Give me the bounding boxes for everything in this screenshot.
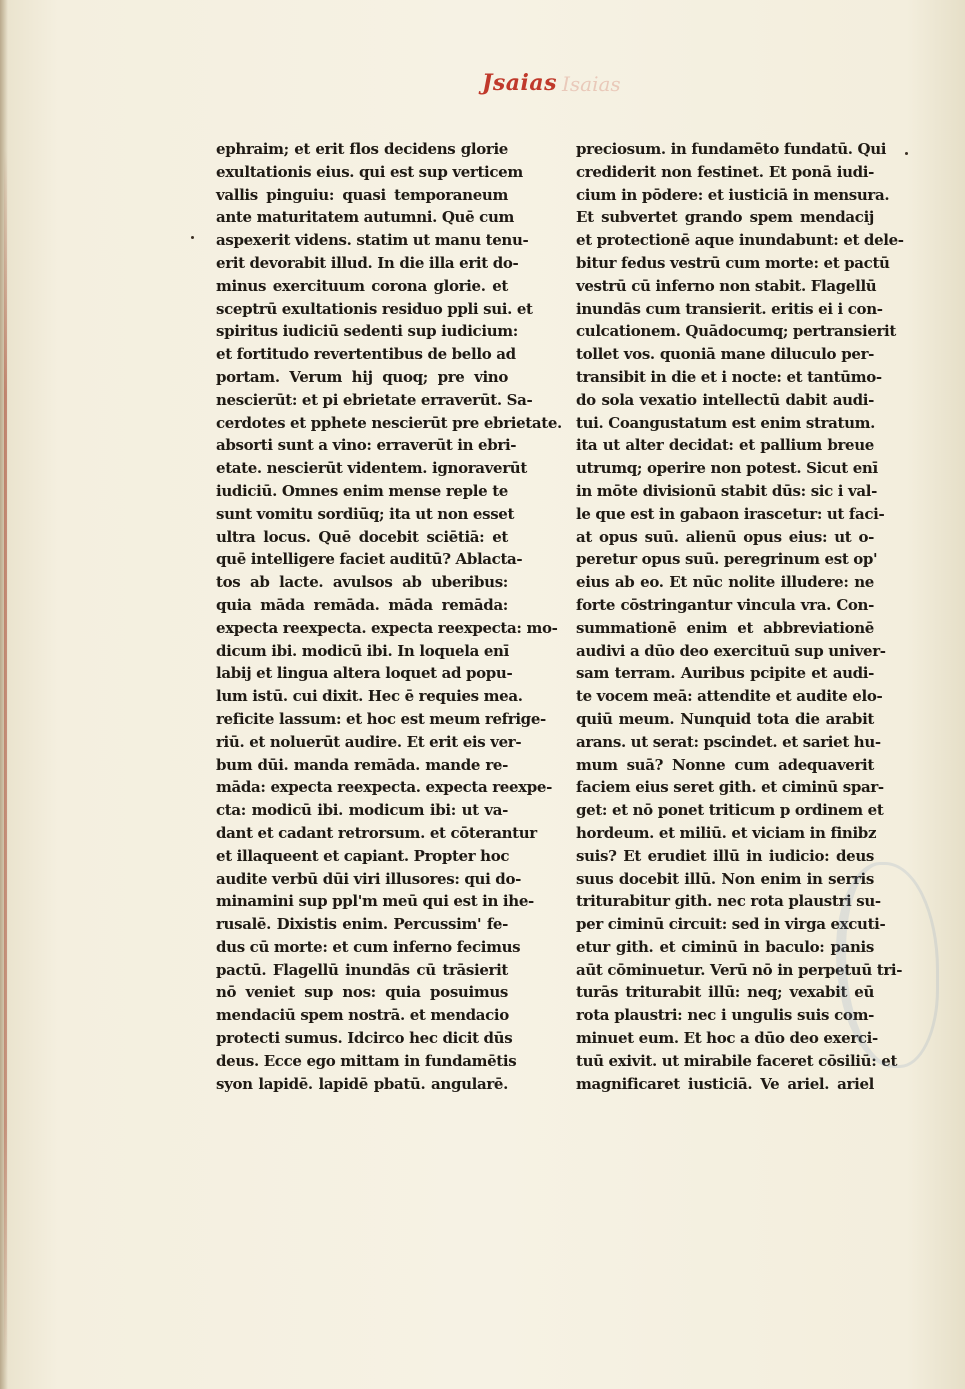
text-line: bum dūi. manda remāda. mande re- xyxy=(216,755,508,774)
text-line: at opus suū. alienū opus eius: ut o- xyxy=(576,527,874,546)
text-line: tos ab lacte. avulsos ab uberibus: xyxy=(216,573,508,592)
text-line: protecti sumus. Idcirco hec dicit dūs xyxy=(216,1029,513,1048)
text-line: sunt vomitu sordiūq; ita ut non esset xyxy=(216,504,515,523)
text-line: Et subvertet grando spem mendacij xyxy=(576,208,874,227)
text-line: forte cōstringantur vincula vra. Con- xyxy=(576,595,874,614)
text-line: quē intelligere faciet auditū? Ablacta- xyxy=(216,550,523,569)
text-column-right xyxy=(576,138,904,1095)
ink-speck xyxy=(191,236,194,239)
text-line: iudiciū. Omnes enim mense reple te xyxy=(216,481,508,500)
text-line: māda: expecta reexpecta. expecta reexpe- xyxy=(216,778,552,797)
text-line: mum suā? Nonne cum adequaverit xyxy=(576,755,874,774)
text-line: dus cū morte: et cum inferno fecimus xyxy=(216,937,521,956)
text-line: aspexerit videns. statim ut manu tenu- xyxy=(216,231,529,250)
text-line: sam terram. Auribus pcipite et audi- xyxy=(576,664,874,683)
text-line: portam. Verum hij quoq; pre vino xyxy=(216,367,508,386)
text-line: tuū exivit. ut mirabile faceret cōsiliū: et xyxy=(576,1051,898,1070)
text-line: audite verbū dūi viri illusores: qui do- xyxy=(216,869,521,888)
text-line: aūt cōminuetur. Verū nō in perpetuū tri- xyxy=(576,960,903,979)
text-line: per ciminū circuit: sed in virga excuti- xyxy=(576,915,886,934)
text-line: te vocem meā: attendite et audite elo- xyxy=(576,687,883,706)
text-line: tui. Coangustatum est enim stratum. xyxy=(576,413,876,432)
text-line: sceptrū exultationis residuo ppli sui. et xyxy=(216,299,533,318)
text-line: absorti sunt a vino: erraverūt in ebri- xyxy=(216,436,517,455)
text-line: minuet eum. Et hoc a dūo deo exerci- xyxy=(576,1029,878,1048)
text-line: faciem eius seret gith. et ciminū spar- xyxy=(576,778,884,797)
text-line: etur gith. et ciminū in baculo: panis xyxy=(576,937,874,956)
page-edge-rubrication xyxy=(4,150,7,1370)
text-line: cerdotes et pphete nescierūt pre ebrietate. xyxy=(216,413,562,432)
text-line: quiū meum. Nunquid tota die arabit xyxy=(576,709,874,728)
text-line: ephraim; et erit flos decidens glorie xyxy=(216,140,508,158)
text-line: inundās cum transierit. eritis ei i con- xyxy=(576,299,883,318)
text-line: riū. et noluerūt audire. Et erit eis ver- xyxy=(216,732,522,751)
text-line: crediderit non festinet. Et ponā iudi- xyxy=(576,162,874,181)
text-line: audivi a dūo deo exercituū sup univer- xyxy=(576,641,886,660)
text-line: get: et nō ponet triticum p ordinem et xyxy=(576,801,884,820)
text-line: exultationis eius. qui est sup verticem xyxy=(216,162,523,181)
text-line: suus docebit illū. Non enim in serris xyxy=(576,869,874,888)
ink-speck xyxy=(905,152,908,155)
text-line: minamini sup ppl'm meū qui est in ihe- xyxy=(216,892,534,911)
text-line: suis? Et erudiet illū in iudicio: deus xyxy=(576,846,874,865)
text-line: vestrū cū inferno non stabit. Flagellū xyxy=(576,276,877,295)
text-column-left xyxy=(216,138,562,1095)
text-line: utrumq; operire non potest. Sicut enī xyxy=(576,459,878,478)
text-line: triturabitur gith. nec rota plaustri su- xyxy=(576,892,881,911)
text-line: preciosum. in fundamēto fundatū. Qui xyxy=(576,140,887,158)
text-line: dant et cadant retrorsum. et cōterantur xyxy=(216,823,537,842)
text-line: cta: modicū ibi. modicum ibi: ut va- xyxy=(216,801,508,820)
text-line: peretur opus suū. peregrinum est op' xyxy=(576,550,878,569)
text-line: nō veniet sup nos: quia posuimus xyxy=(216,983,508,1002)
text-line: eius ab eo. Et nūc nolite illudere: ne xyxy=(576,573,874,592)
text-line: rota plaustri: nec i ungulis suis com- xyxy=(576,1006,874,1025)
text-line: et fortitudo revertentibus de bello ad xyxy=(216,345,516,364)
text-line: hordeum. et miliū. et viciam in finibz xyxy=(576,823,877,842)
text-line: erit devorabit illud. In die illa erit do- xyxy=(216,253,519,272)
text-line: lum istū. cui dixit. Hec ē requies mea. xyxy=(216,687,523,706)
text-line: minus exercituum corona glorie. et xyxy=(216,276,508,295)
text-line: syon lapidē. lapidē pbatū. angularē. xyxy=(216,1074,508,1093)
text-line: etate. nescierūt videntem. ignoraverūt xyxy=(216,459,527,478)
text-line: ultra locus. Quē docebit sciētiā: et xyxy=(216,527,508,546)
text-line: expecta reexpecta. expecta reexpecta: mo- xyxy=(216,618,558,637)
running-head-bleedthrough: Isaias xyxy=(562,72,621,96)
text-line: et protectionē aque inundabunt: et dele- xyxy=(576,231,904,250)
text-line: cium in pōdere: et iusticiā in mensura. xyxy=(576,185,890,204)
text-line: mendaciū spem nostrā. et mendacio xyxy=(216,1006,509,1025)
text-line: arans. ut serat: pscindet. et sariet hu- xyxy=(576,732,881,751)
text-line: transibit in die et i nocte: et tantūmo- xyxy=(576,367,882,386)
text-line: in mōte divisionū stabit dūs: sic i val- xyxy=(576,481,877,500)
text-line: reficite lassum: et hoc est meum refrige- xyxy=(216,709,546,728)
text-line: culcationem. Quādocumq; pertransierit xyxy=(576,322,896,341)
text-line: vallis pinguiu: quasi temporaneum xyxy=(216,185,508,204)
text-line: rusalē. Dixistis enim. Percussim' fe- xyxy=(216,915,508,934)
text-line: ita ut alter decidat: et pallium breue xyxy=(576,436,874,455)
text-line: ante maturitatem autumni. Quē cum xyxy=(216,208,515,227)
running-head: Jsaias xyxy=(482,70,558,96)
text-line: nescierūt: et pi ebrietate erraverūt. Sa- xyxy=(216,390,533,409)
text-line: spiritus iudiciū sedenti sup iudicium: xyxy=(216,322,518,341)
text-line: et illaqueent et capiant. Propter hoc xyxy=(216,846,510,865)
text-line: labij et lingua altera loquet ad popu- xyxy=(216,664,513,683)
text-line: summationē enim et abbreviationē xyxy=(576,618,874,637)
text-line: magnificaret iusticiā. Ve ariel. ariel xyxy=(576,1074,874,1093)
text-line: pactū. Flagellū inundās cū trāsierit xyxy=(216,960,508,979)
text-line: do sola vexatio intellectū dabit audi- xyxy=(576,390,874,409)
text-line: le que est in gabaon irascetur: ut faci- xyxy=(576,504,885,523)
text-line: quia māda remāda. māda remāda: xyxy=(216,595,508,614)
text-line: tollet vos. quoniā mane diluculo per- xyxy=(576,345,874,364)
text-line: dicum ibi. modicū ibi. In loquela enī xyxy=(216,641,509,660)
text-line: bitur fedus vestrū cum morte: et pactū xyxy=(576,253,890,272)
text-line: deus. Ecce ego mittam in fundamētis xyxy=(216,1051,517,1070)
text-line: turās triturabit illū: neq; vexabit eū xyxy=(576,983,874,1002)
